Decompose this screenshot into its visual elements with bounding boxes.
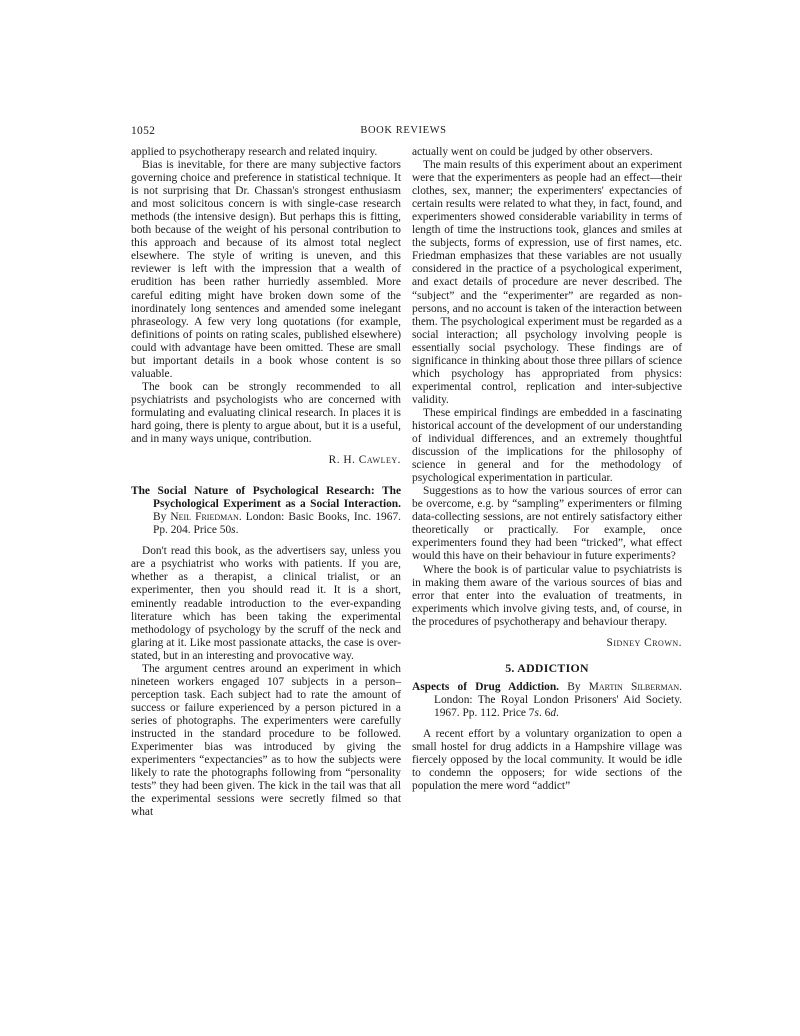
book-title: Aspects of Drug Addiction. bbox=[412, 680, 560, 693]
book-publication: . London: The Royal London Prisoners' Aid Society. 1967. Pp. 112. Price 7 bbox=[434, 680, 682, 719]
paragraph: The book can be strongly recommended to all psychiatrists and psychologists who are concerned with formulating and evaluating clinical research. In places it is hard going, there is plenty to argue about, but it is a useful, and in many ways unique, contribution. bbox=[131, 380, 401, 446]
price-unit: d bbox=[550, 706, 557, 719]
paragraph: These empirical findings are embedded in a fascinating historical account of the development of our understanding of individual differences, and an extremely thoughtful discussion of the implications for the philosophy of science in general and for the methodology of psychological experimentation in particular. bbox=[412, 406, 682, 485]
running-title: BOOK REVIEWS bbox=[360, 125, 447, 136]
paragraph: Bias is inevitable, for there are many subjective factors governing choice and preference in statistical technique. It is not surprising that Dr. Chassan's strongest enthusiasm and most solicitous concern is with single-case research methods (the intensive design). But perhaps this is fitting, both because of the weight of his personal contribution to this approach and because of its almost total neglect elsewhere. The style of writing is uneven, and this reviewer is left with the impression that a wealth of erudition has been rather hurriedly assembled. More careful editing might have broken down some of the inordinately long sentences and amended some inelegant phraseology. A few very long quotations (for example, definitions of points on rating scales, published elsewhere) could with advantage have been omitted. These are small but important details in a book whose content is so valuable. bbox=[131, 159, 401, 380]
right-column bbox=[412, 146, 682, 793]
left-column bbox=[131, 146, 401, 819]
paragraph: A recent effort by a voluntary organization to open a small hostel for drug addicts in a Hampshire village was fiercely opposed by the local community. It would be idle to condemn the opposers; for wide sections of the population the mere word “addict” bbox=[412, 727, 682, 793]
book-title: The Social Nature of Psychological Research: The Psychological Experiment as a Social Interaction. bbox=[131, 485, 401, 511]
paragraph: Don't read this book, as the advertisers say, unless you are a psychiatrist who works with patients. If you are, whether as a therapist, a clinical trialist, or an experimenter, then you should read it. It is a short, eminently readable introduction to the ever-expanding literature which has been taking the experimental methodology of psychology by the scruff of the neck and glaring at it. Like most passionate attacks, the case is over-stated, but in an interesting and provocative way. bbox=[131, 545, 401, 662]
book-entry bbox=[412, 681, 682, 720]
section-heading: 5. ADDICTION bbox=[505, 660, 589, 675]
paragraph: actually went on could be judged by other observers. bbox=[412, 146, 653, 158]
paragraph: Where the book is of particular value to psychiatrists is in making them aware of the various sources of bias and error that enter into the evaluation of treatments, in experiments which involve giving tests, and, of course, in the procedures of psychotherapy and behaviour therapy. bbox=[412, 563, 682, 628]
price-unit: s bbox=[534, 706, 539, 719]
book-author: Martin Silberman bbox=[588, 680, 680, 693]
reviewer-signature: R. H. Cawley. bbox=[328, 454, 401, 467]
by-word: By bbox=[567, 680, 581, 693]
page-number: 1052 bbox=[131, 125, 156, 137]
reviewer-signature: Sidney Crown. bbox=[606, 636, 682, 649]
running-header bbox=[131, 125, 676, 141]
book-author: Neil Friedman bbox=[170, 511, 239, 524]
entry-end: . bbox=[556, 706, 559, 719]
paragraph: applied to psychotherapy research and related inquiry. bbox=[131, 146, 378, 158]
book-entry bbox=[131, 485, 401, 537]
paragraph: Suggestions as to how the various sources of error can be overcome, e.g. by “sampling” experimenters or filming data-collecting sessions, are not entirely satisfactory either theoretically or practically. For example, once experimenters found they had been “tricked”, what effect would this have on their behaviour in future experiments? bbox=[412, 485, 682, 563]
book-publication: . London: Basic Books, Inc. 1967. Pp. 204. Price 50 bbox=[153, 511, 401, 537]
price-unit: s bbox=[231, 524, 236, 537]
price-mid: . 6 bbox=[538, 706, 551, 719]
paragraph: The main results of this experiment about an experiment were that the experimenters as people had an effect—their clothes, sex, manner; the experimenters' expectancies of certain results were related to what they, in fact, found, and experimenters showed considerable variability in terms of length of time the instructions took, glances and smiles at the subjects, forms of expression, use of first names, etc. Friedman emphasizes that these variables are not usually considered in the practice of a psychological experiment, and exact details of procedure are never described. The “subject” and the “experimenter” are regarded as non-persons, and no account is taken of the interaction between them. The psychological experiment must be regarded as a social interaction; all psychology involving people is essentially social psychology. These findings are of significance in thinking about those three pillars of science which psychology has appropriated from physics: experimental control, replication and inter-subjective validity. bbox=[412, 159, 682, 406]
by-word: By bbox=[153, 511, 167, 524]
paragraph: The argument centres around an experiment in which nineteen workers engaged 107 subjects in a person–perception task. Each subject had to rate the amount of success or failure experienced by a person pictured in a series of photographs. The experimenters were carefully instructed in the standard procedure to be followed. Experimenter bias was introduced by giving the experimenters “expectancies” as to how the subjects were likely to rate the photographs following from “personality tests” they had been given. The kick in the tail was that all the experimental sessions were secretly filmed so that what bbox=[131, 662, 401, 819]
entry-end: . bbox=[235, 524, 239, 537]
